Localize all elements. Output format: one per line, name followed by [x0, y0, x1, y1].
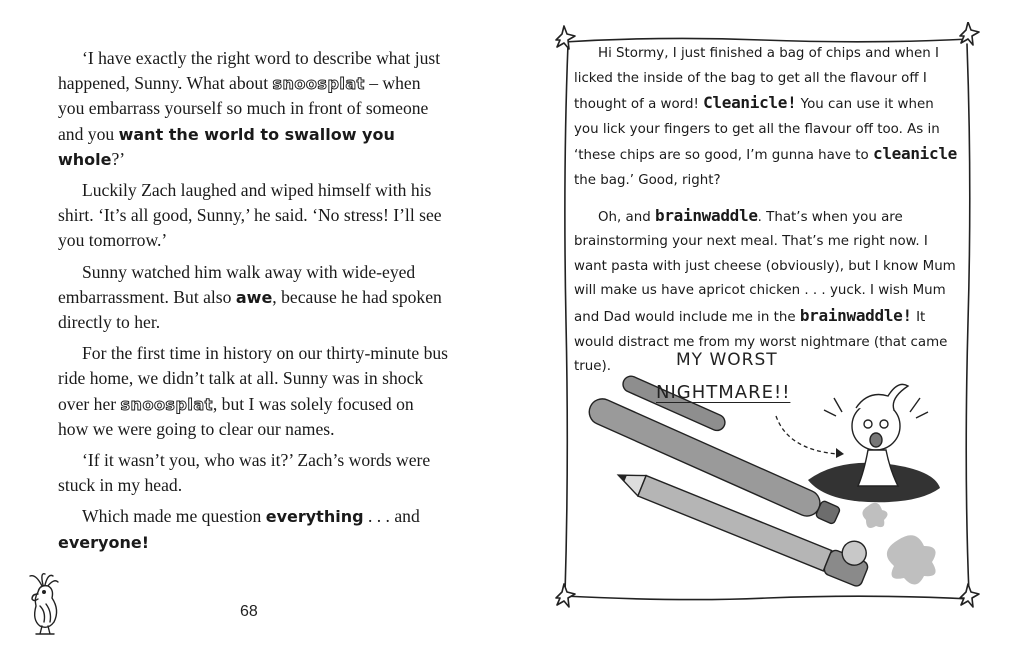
caption-line-1: MY WORST [676, 350, 778, 370]
paragraph [58, 178, 448, 254]
paragraph [58, 341, 448, 442]
text-run: ‘I have exactly the right word to describe what just happened, Sunny. What about [58, 48, 441, 94]
text-run: . . . and [363, 506, 420, 527]
bold-word: everything [265, 507, 364, 527]
cockatoo-icon [20, 572, 68, 636]
right-page [512, 0, 1024, 649]
big-word: Cleanicle! [703, 93, 797, 113]
story-text [58, 46, 448, 561]
big-word: brainwaddle [655, 205, 758, 225]
paragraph [58, 46, 448, 172]
paragraph [58, 260, 448, 336]
text-run: , because he had spoken directly to her. [58, 286, 442, 333]
text-run: It would distract me from my worst nightmare (that came true). [574, 309, 948, 375]
big-word: cleanicle [872, 144, 957, 164]
text-run: Which made me question [82, 506, 266, 527]
text-run: . That’s when you are brainstorming your next meal. That’s me right now. I want pasta with just cheese (obviously), but I know Mum will make us have apricot chicken . . . yuck. I wish Mum and Dad would include me in the [574, 209, 956, 325]
caption-line-2: NIGHTMARE!! [656, 382, 791, 403]
outline-word: at [345, 74, 365, 94]
text-run: ‘If it wasn’t you, who was it?’ Zach’s words were stuck in my head. [58, 450, 431, 496]
page-number: 68 [240, 603, 258, 620]
outline-word: snoosplat [120, 394, 213, 414]
text-run: – when you embarrass yourself so much in front of someone and you [58, 73, 429, 144]
text-run: For the first time in history on our thirty-minute bus ride home, we didn’t talk at all. Sunny was in shock over her [58, 343, 449, 414]
bold-word: everyone! [58, 532, 149, 552]
bold-word: awe [235, 287, 273, 307]
outline-word: snoospl [272, 74, 346, 94]
paragraph [58, 504, 448, 554]
pens-and-girl-illustration [538, 300, 968, 600]
text-run: Oh, and [598, 209, 655, 225]
text-run: the bag.’ Good, right? [574, 172, 721, 188]
big-word: brainwaddle! [799, 305, 912, 325]
text-run: Hi Stormy, I just finished a bag of chips and when I licked the inside of the bag to get all the flavour off I thought of a word! [574, 46, 939, 113]
text-run: , but I was solely focused on how we were going to clear our names. [58, 393, 414, 439]
text-run: You can use it when you lick your fingers to get all the flavour off too. As in ‘these chips are so good, I’m gunna have to [574, 97, 940, 164]
paragraph [58, 448, 448, 498]
text-run: ?’ [111, 148, 126, 169]
bold-word: want the world to swallow you whole [58, 124, 395, 169]
text-run: Sunny watched him walk away with wide-eyed embarrassment. But also [58, 261, 416, 307]
text-run: Luckily Zach laughed and wiped himself with his shirt. ‘It’s all good, Sunny,’ he said. ‘No stress! I’ll see you tomorrow.’ [58, 180, 442, 251]
paragraph [574, 42, 960, 194]
